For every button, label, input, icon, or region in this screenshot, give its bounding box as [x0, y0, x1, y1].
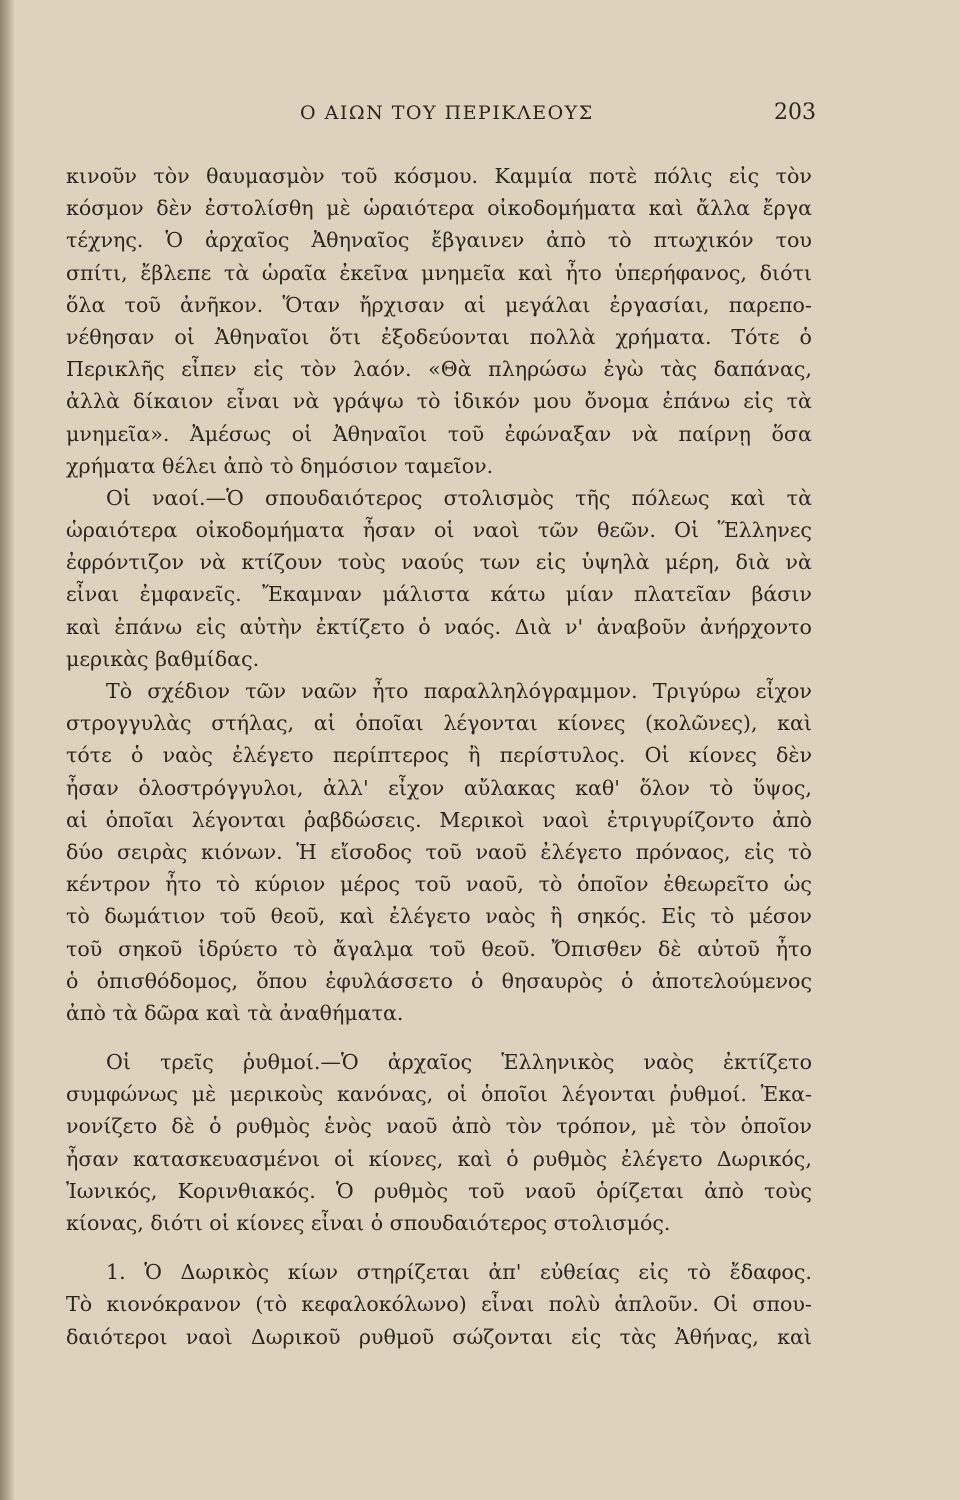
text-line: ἀλλὰ δίκαιον εἶναι νὰ γράψω τὸ ἰδικόν μου ὄνομα ἐπάνω εἰς τὰ: [66, 389, 812, 414]
paragraph-spacer: [66, 1029, 812, 1046]
text-line: δύο σειρὰς κιόνων. Ἡ εἴσοδος τοῦ ναοῦ ἐλέγετο πρόναος, εἰς τὸ: [66, 839, 812, 864]
text-line: δαιότεροι ναοὶ Δωρικοῦ ρυθμοῦ σώζονται εἰς τὰς Ἀθήνας, καὶ: [66, 1324, 812, 1349]
text-line: τότε ὁ ναὸς ἐλέγετο περίπτερος ἢ περίστυλος. Οἱ κίονες δὲν: [66, 743, 812, 768]
section-heading-line: Οἱ τρεῖς ῥυθμοί.—Ὁ ἀρχαῖος Ἑλληνικὸς ναὸς ἐκτίζετο: [106, 1050, 812, 1075]
text-line: αἱ ὁποῖαι λέγονται ῥαβδώσεις. Μερικοὶ ναοὶ ἐτριγυρίζοντο ἀπὸ: [66, 807, 812, 832]
text-line: συμφώνως μὲ μερικοὺς κανόνας, οἱ ὁποῖοι λέγονται ῥυθμοί. Ἐκα-: [66, 1082, 812, 1107]
running-title: Ο ΑΙΩΝ ΤΟΥ ΠΕΡΙΚΛΕΟΥΣ: [300, 102, 594, 124]
text-line: Τὸ κιονόκρανον (τὸ κεφαλοκόλωνο) εἶναι πολὺ ἁπλοῦν. Οἱ σπου-: [66, 1292, 812, 1317]
text-line: κέντρον ἦτο τὸ κύριον μέρος τοῦ ναοῦ, τὸ ὁποῖον ἐθεωρεῖτο ὡς: [66, 872, 812, 897]
text-line: τέχνης. Ὁ ἀρχαῖος Ἀθηναῖος ἔβγαινεν ἀπὸ τὸ πτωχικόν του: [66, 228, 812, 253]
text-line: νέθησαν οἱ Ἀθηναῖοι ὅτι ἐξοδεύονται πολλὰ χρήματα. Τότε ὁ: [66, 324, 812, 349]
text-line: χρήματα θέλει ἀπὸ τὸ δημόσιον ταμεῖον.: [66, 453, 494, 478]
text-line: ἀπὸ τὰ δῶρα καὶ τὰ ἀναθήματα.: [66, 1000, 404, 1025]
text-line: ὡραιότερα οἰκοδομήματα ἦσαν οἱ ναοὶ τῶν θεῶν. Οἱ Ἕλληνες: [66, 518, 812, 543]
text-line: τοῦ σηκοῦ ἱδρύετο τὸ ἄγαλμα τοῦ θεοῦ. Ὄπισθεν δὲ αὐτοῦ ἦτο: [66, 936, 812, 961]
text-line: κόσμον δὲν ἐστολίσθη μὲ ὡραιότερα οἰκοδομήματα καὶ ἄλλα ἔργα: [66, 196, 812, 221]
text-line: ἦσαν ὁλοστρόγγυλοι, ἀλλ' εἶχον αὔλακας καθ' ὅλον τὸ ὕψος,: [66, 775, 812, 800]
text-line: Περικλῆς εἶπεν εἰς τὸν λαόν. «Θὰ πληρώσω ἐγὼ τὰς δαπάνας,: [66, 357, 812, 382]
text-line: τὸ δωμάτιον τοῦ θεοῦ, καὶ ἐλέγετο ναὸς ἢ σηκός. Εἰς τὸ μέσον: [66, 904, 812, 929]
text-line: μνημεῖα». Ἀμέσως οἱ Ἀθηναῖοι τοῦ ἐφώναξαν νὰ παίρνῃ ὅσα: [66, 421, 812, 446]
text-line: ἐφρόντιζον νὰ κτίζουν τοὺς ναούς των εἰς ὑψηλὰ μέρη, διὰ νὰ: [66, 550, 812, 575]
text-line: στρογγυλὰς στήλας, αἱ ὁποῖαι λέγονται κίονες (κολῶνες), καὶ: [66, 711, 812, 736]
text-line: ὅλα τοῦ ἀνῆκον. Ὅταν ἤρχισαν αἱ μεγάλαι ἐργασίαι, παρεπο-: [66, 292, 812, 317]
paragraph-spacer: [66, 1239, 812, 1256]
text-line: Ἰωνικός, Κορινθιακός. Ὁ ρυθμὸς τοῦ ναοῦ ὁρίζεται ἀπὸ τοὺς: [66, 1178, 812, 1203]
page-number: 203: [774, 100, 816, 125]
text-line: Τὸ σχέδιον τῶν ναῶν ἦτο παραλληλόγραμμον. Τριγύρω εἶχον: [106, 679, 812, 703]
body-text: [66, 160, 812, 1353]
page-header: [0, 96, 959, 136]
text-line: ὁ ὀπισθόδομος, ὅπου ἐφυλάσσετο ὁ θησαυρὸς ὁ ἀποτελούμενος: [66, 968, 812, 993]
text-line: εἶναι ἐμφανεῖς. Ἔκαμναν μάλιστα κάτω μίαν πλατεῖαν βάσιν: [66, 582, 812, 607]
text-line: μερικὰς βαθμίδας.: [66, 646, 260, 671]
text-line: καὶ ἐπάνω εἰς αὐτὴν ἐκτίζετο ὁ ναός. Διὰ ν' ἀναβοῦν ἀνήρχοντο: [66, 614, 812, 639]
section-heading-line: Οἱ ναοί.—Ὁ σπουδαιότερος στολισμὸς τῆς πόλεως καὶ τὰ: [106, 485, 812, 510]
text-line: ἦσαν κατασκευασμένοι οἱ κίονες, καὶ ὁ ρυθμὸς ἐλέγετο Δωρικός,: [66, 1146, 812, 1171]
text-line: κινοῦν τὸν θαυμασμὸν τοῦ κόσμου. Καμμία ποτὲ πόλις εἰς τὸν: [66, 164, 812, 188]
text-line: κίονας, διότι οἱ κίονες εἶναι ὁ σπουδαιότερος στολισμός.: [66, 1211, 671, 1235]
text-line: νονίζετο δὲ ὁ ρυθμὸς ἑνὸς ναοῦ ἀπὸ τὸν τρόπον, μὲ τὸν ὁποῖον: [66, 1114, 812, 1139]
text-line: σπίτι, ἔβλεπε τὰ ὡραῖα ἐκεῖνα μνημεῖα καὶ ἦτο ὑπερήφανος, διότι: [66, 260, 812, 285]
text-line: 1. Ὁ Δωρικὸς κίων στηρίζεται ἀπ' εὐθείας εἰς τὸ ἔδαφος.: [106, 1260, 812, 1285]
